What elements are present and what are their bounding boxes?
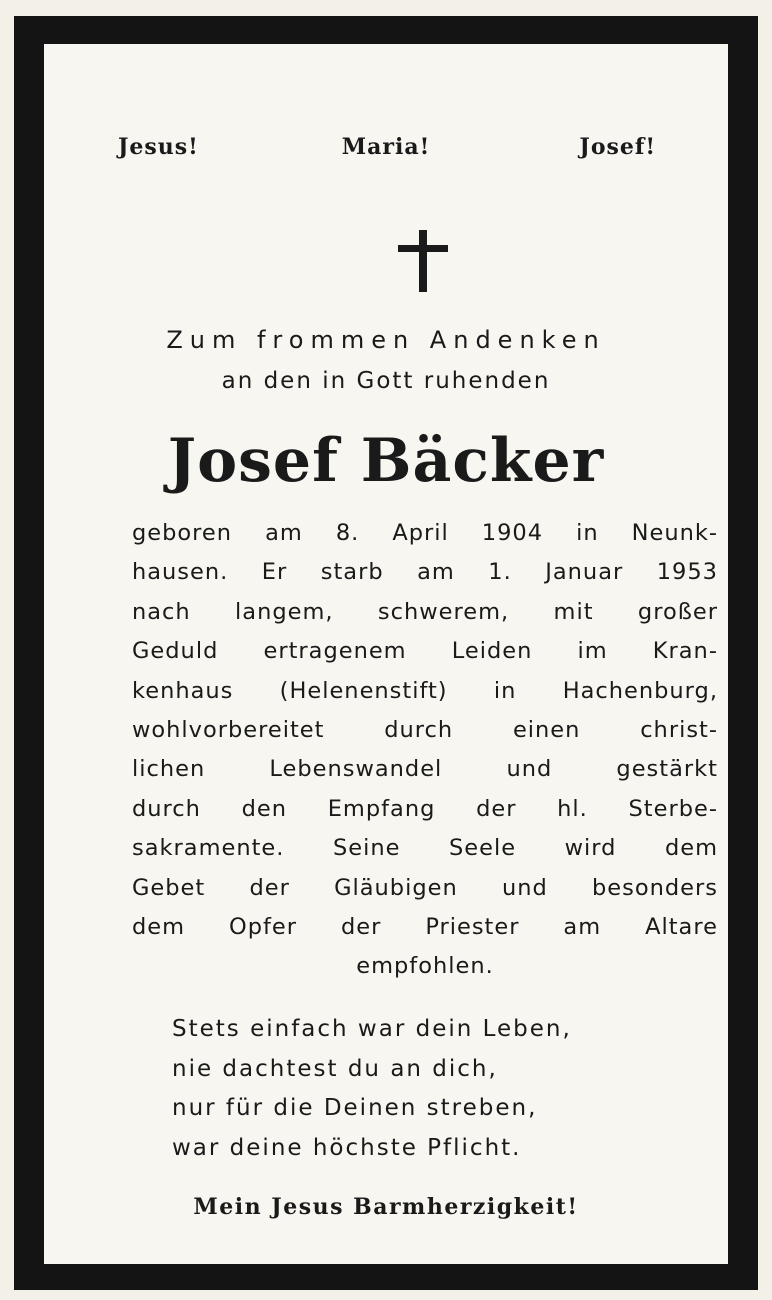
biography-word: Lebenswandel — [269, 756, 443, 783]
biography-word: Altare — [645, 913, 718, 940]
biography-word: durch — [384, 716, 454, 743]
biography-word: Geduld — [132, 638, 219, 665]
biography-word: Neunk- — [631, 520, 718, 546]
biography-line — [132, 829, 718, 868]
biography-word: gestärkt — [616, 756, 718, 783]
biography-text — [132, 514, 718, 987]
poem-line: nie dachtest du an dich, — [172, 1055, 498, 1082]
biography-word: Priester — [425, 913, 520, 940]
memorial-card — [14, 16, 758, 1290]
invocation-josef: Josef! — [579, 134, 656, 160]
biography-line — [132, 869, 718, 908]
deceased-name: Josef Bäcker — [167, 426, 605, 496]
biography-word: Opfer — [229, 913, 298, 940]
biography-line — [132, 593, 718, 632]
biography-word: 1. — [488, 559, 512, 586]
biography-word: in — [493, 677, 517, 704]
biography-word: langem, — [235, 598, 334, 625]
biography-word: im — [577, 638, 608, 665]
biography-word: Gebet — [132, 874, 206, 901]
biography-word: sakramente. — [132, 835, 285, 862]
dedication-line-1: Zum frommen Andenken — [166, 326, 606, 354]
biography-word: und — [506, 756, 553, 783]
biography-word: dem — [664, 835, 718, 862]
biography-word: dem — [132, 913, 186, 940]
biography-word: Hachenburg, — [562, 677, 718, 704]
biography-word: starb — [320, 559, 384, 586]
dedication-line-2: an den in Gott ruhenden — [221, 368, 551, 394]
biography-line — [132, 750, 718, 789]
biography-word: in — [576, 520, 599, 546]
biography-word: hausen. — [132, 559, 229, 586]
biography-word: christ- — [640, 716, 718, 743]
biography-line — [132, 672, 718, 711]
biography-word: 8. — [335, 520, 360, 546]
biography-word: Sterbe- — [628, 795, 718, 822]
biography-word: großer — [637, 598, 718, 625]
poem — [172, 1010, 572, 1168]
biography-word: wohlvorbereitet — [132, 716, 325, 743]
biography-word: durch — [132, 795, 201, 822]
biography-word: kenhaus — [132, 677, 234, 704]
biography-word: geboren — [132, 520, 233, 546]
biography-word: wird — [564, 835, 617, 862]
poem-line: war deine höchste Pflicht. — [172, 1134, 522, 1161]
invocation-jesus: Jesus! — [118, 134, 199, 160]
biography-word: lichen — [132, 756, 206, 783]
biography-word: Seele — [449, 835, 517, 862]
invocation-maria: Maria! — [341, 134, 431, 160]
biography-line — [132, 514, 718, 553]
invocations-row — [86, 134, 686, 164]
biography-word: Leiden — [451, 638, 533, 665]
biography-word: nach — [132, 598, 191, 625]
biography-word: (Helenenstift) — [279, 677, 448, 704]
biography-word: der — [476, 795, 517, 822]
biography-word: Seine — [332, 835, 401, 862]
biography-word: empfohlen. — [356, 953, 494, 980]
biography-word: am — [417, 559, 455, 586]
biography-line — [132, 790, 718, 829]
poem-line: nur für die Deinen streben, — [172, 1095, 538, 1121]
biography-word: Empfang — [327, 795, 436, 822]
biography-word: besonders — [591, 874, 718, 901]
biography-word: April — [392, 520, 449, 546]
biography-word: 1904 — [481, 520, 544, 546]
biography-word: Januar — [545, 559, 624, 586]
biography-word: am — [563, 913, 602, 940]
biography-word: und — [501, 874, 548, 901]
biography-line — [132, 947, 718, 986]
cross-icon — [398, 230, 448, 292]
closing-prayer: Mein Jesus Barmherzigkeit! — [193, 1194, 579, 1220]
biography-word: der — [340, 913, 382, 940]
biography-line — [132, 553, 718, 592]
poem-line: Stets einfach war dein Leben, — [172, 1016, 572, 1042]
biography-word: schwerem, — [377, 598, 510, 625]
biography-word: am — [265, 520, 303, 546]
biography-word: den — [241, 795, 288, 822]
card-inner-panel — [44, 44, 728, 1264]
biography-word: 1953 — [656, 559, 718, 586]
biography-word: mit — [553, 598, 594, 625]
biography-word: Er — [261, 559, 288, 586]
biography-word: hl. — [557, 795, 588, 822]
biography-word: einen — [512, 716, 581, 743]
biography-line — [132, 632, 718, 671]
biography-word: Gläubigen — [334, 874, 458, 901]
biography-line — [132, 908, 718, 947]
biography-word: der — [249, 874, 290, 901]
biography-line — [132, 711, 718, 750]
biography-word: ertragenem — [263, 638, 407, 665]
biography-word: Kran- — [652, 638, 718, 665]
